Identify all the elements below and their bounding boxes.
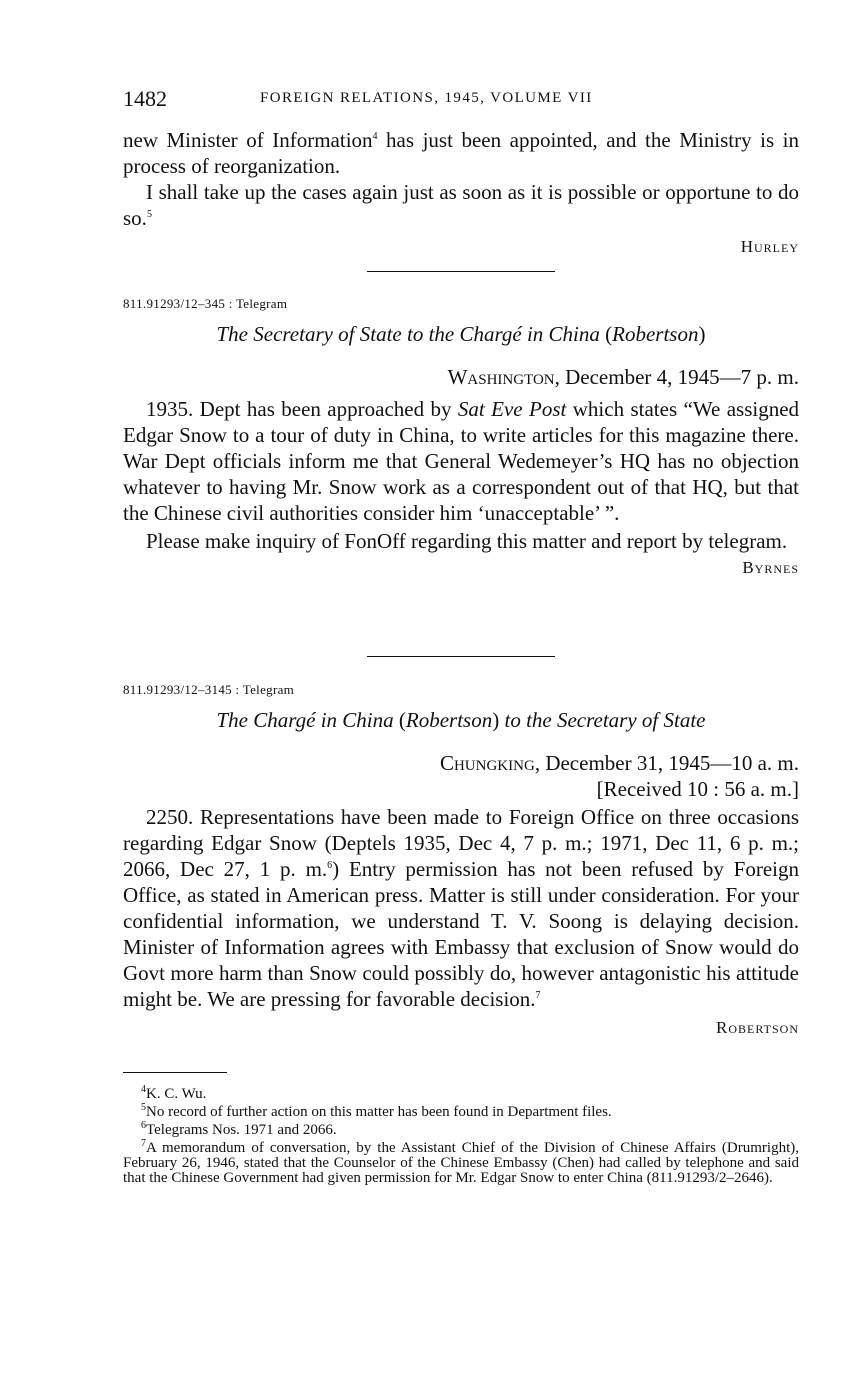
page-number: 1482 — [123, 86, 167, 111]
footnote-5 — [123, 1102, 799, 1120]
doc2-title-name: Robertson — [405, 708, 493, 732]
doc1-para1-text-a: 1935. Dept has been approached by — [146, 397, 458, 421]
section-divider — [367, 271, 555, 272]
doc1-title — [123, 322, 799, 347]
footnote-rule — [123, 1072, 227, 1073]
page-header — [123, 86, 799, 112]
signature-robertson: Robertson — [716, 1018, 799, 1037]
doc1-title-name: Robertson — [612, 322, 699, 346]
doc1-title-paren-open: ( — [605, 322, 613, 346]
footnote-text: No record of further action on this matter has been found in Department files. — [146, 1104, 612, 1120]
doc2-title-paren-open: ( — [398, 708, 406, 732]
section-divider — [367, 656, 555, 657]
doc2-date: , December 31, 1945—10 a. m. — [534, 751, 799, 775]
footnote-mark: 6 — [141, 1120, 146, 1131]
doc2-file-reference: 811.91293/12–3145 : Telegram — [123, 682, 295, 697]
doc2-title-text-b: to the Secretary of State — [499, 708, 706, 732]
footnote-ref-7: 7 — [535, 990, 541, 1001]
doc1-date: , December 4, 1945—7 p. m. — [554, 365, 799, 389]
doc2-received: [Received 10 : 56 a. m.] — [596, 777, 799, 801]
doc2-para1-text-b: ) Entry permission has not been refused by Foreign Office, as stated in American press. Matter is still under consideration. For your confidential information, we understand T. V. Soong is delaying decision. Minister of Information agrees with Embassy that exclusion of Snow would do Govt more harm than Snow could possibly do, however antagonistic his attitude might be. We are pressing for favorable decision. — [123, 857, 799, 1011]
footnote-list — [123, 1084, 799, 1186]
doc1-para1-magazine: Sat Eve Post — [457, 397, 567, 421]
prev-para1-text-a: new Minister of Information — [123, 128, 373, 152]
divider-2-wrap — [123, 656, 799, 657]
prev-paragraph-2 — [123, 179, 799, 231]
prev-para2-text: I shall take up the cases again just as soon as it is possible or opportune to do so. — [123, 180, 799, 230]
document-2 — [123, 682, 799, 1038]
signature-hurley: Hurley — [740, 237, 799, 256]
footnote-text: Telegrams Nos. 1971 and 2066. — [146, 1122, 337, 1138]
document-1 — [123, 296, 799, 578]
footnote-ref-5: 5 — [146, 209, 152, 220]
doc1-place: Washington — [447, 365, 555, 389]
footnotes — [123, 1072, 799, 1186]
doc2-dateline — [123, 750, 799, 776]
prev-para1-text-b: has just been appointed, and the Ministry is in process of reorganization. — [123, 128, 799, 178]
footnote-text: A memorandum of conversation, by the Assistant Chief of the Division of Chinese Affairs (Drumright), February 26, 1946, stated that the Counselor of the Chinese Embassy (Chen) had called by telephone and said that the Chinese Government had given permission for Mr. Edgar Snow to enter China (811.91293/2–2646). — [123, 1140, 799, 1186]
doc1-dateline — [123, 364, 799, 390]
doc1-paragraph-2: Please make inquiry of FonOff regarding this matter and report by telegram. — [146, 529, 788, 553]
footnote-mark: 7 — [141, 1138, 146, 1149]
doc2-paragraph-1 — [123, 804, 799, 1012]
divider-1-wrap — [123, 271, 799, 272]
doc1-title-paren-close: ) — [698, 322, 706, 346]
signature-byrnes: Byrnes — [742, 558, 799, 577]
footnote-ref-6: 6 — [327, 860, 333, 871]
doc1-paragraph-1 — [123, 396, 799, 526]
previous-document — [123, 127, 799, 257]
running-head: FOREIGN RELATIONS, 1945, VOLUME VII — [260, 90, 593, 106]
doc2-place: Chungking — [439, 751, 535, 775]
footnote-ref-4: 4 — [372, 131, 378, 142]
doc2-title-text-a: The Chargé in China — [216, 708, 399, 732]
doc1-title-text: The Secretary of State to the Chargé in China — [216, 322, 606, 346]
footnote-6 — [123, 1120, 799, 1138]
footnote-mark: 4 — [141, 1084, 146, 1095]
doc1-para1-text-b: which states “We assigned Edgar Snow to a tour of duty in China, to write articles for this magazine there. War Dept officials inform me that General Wedemeyer’s HQ has no objection whatever to having Mr. Snow work as a correspondent out of that HQ, but that the Chinese civil authorities consider him ‘unacceptable’ ”. — [123, 397, 800, 525]
footnote-mark: 5 — [141, 1102, 146, 1113]
footnote-4 — [123, 1084, 799, 1102]
footnote-7 — [123, 1138, 799, 1186]
doc2-title — [123, 708, 799, 733]
footnote-text: K. C. Wu. — [146, 1086, 207, 1102]
doc1-file-reference: 811.91293/12–345 : Telegram — [123, 296, 288, 311]
doc2-para1-text-a: 2250. Representations have been made to Foreign Office on three occasions regarding Edgar Snow (Deptels 1935, Dec 4, 7 p. m.; 1971, Dec 11, 6 p. m.; 2066, Dec 27, 1 p. m. — [123, 805, 799, 881]
prev-paragraph-1 — [123, 127, 799, 179]
doc2-title-paren-close: ) — [492, 708, 500, 732]
